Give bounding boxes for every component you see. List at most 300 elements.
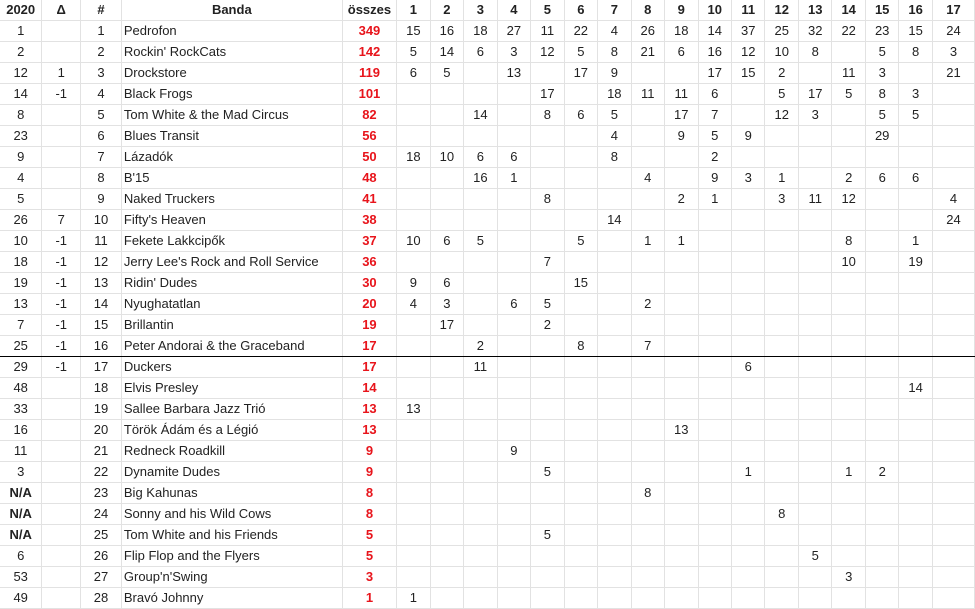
round-score-cell[interactable] [798, 483, 831, 504]
prev-year-rank-cell[interactable]: 6 [0, 546, 42, 567]
header-round[interactable]: 16 [899, 0, 932, 21]
round-score-cell[interactable]: 6 [732, 357, 765, 378]
round-score-cell[interactable] [798, 147, 831, 168]
band-name-cell[interactable]: Naked Truckers [121, 189, 342, 210]
round-score-cell[interactable] [798, 210, 831, 231]
delta-cell[interactable] [42, 420, 81, 441]
round-score-cell[interactable]: 21 [631, 42, 664, 63]
round-score-cell[interactable]: 14 [899, 378, 932, 399]
round-score-cell[interactable] [798, 567, 831, 588]
round-score-cell[interactable] [932, 231, 974, 252]
band-name-cell[interactable]: Blues Transit [121, 126, 342, 147]
round-score-cell[interactable] [631, 399, 664, 420]
round-score-cell[interactable] [798, 273, 831, 294]
header-round[interactable]: 17 [932, 0, 974, 21]
round-score-cell[interactable]: 3 [497, 42, 530, 63]
delta-cell[interactable] [42, 378, 81, 399]
round-score-cell[interactable]: 12 [832, 189, 865, 210]
round-score-cell[interactable] [732, 420, 765, 441]
round-score-cell[interactable] [430, 210, 463, 231]
prev-year-rank-cell[interactable]: 4 [0, 168, 42, 189]
header-prev-year[interactable]: 2020 [0, 0, 42, 21]
rank-cell[interactable]: 3 [81, 63, 122, 84]
round-score-cell[interactable]: 13 [665, 420, 698, 441]
delta-cell[interactable]: 1 [42, 63, 81, 84]
prev-year-rank-cell[interactable]: 5 [0, 189, 42, 210]
round-score-cell[interactable] [397, 210, 430, 231]
round-score-cell[interactable]: 8 [865, 84, 898, 105]
round-score-cell[interactable] [899, 525, 932, 546]
round-score-cell[interactable]: 3 [899, 84, 932, 105]
round-score-cell[interactable] [665, 357, 698, 378]
round-score-cell[interactable] [665, 588, 698, 609]
round-score-cell[interactable]: 5 [397, 42, 430, 63]
round-score-cell[interactable]: 16 [464, 168, 497, 189]
rank-cell[interactable]: 2 [81, 42, 122, 63]
rank-cell[interactable]: 21 [81, 441, 122, 462]
round-score-cell[interactable] [865, 189, 898, 210]
round-score-cell[interactable]: 17 [698, 63, 731, 84]
round-score-cell[interactable] [564, 357, 597, 378]
round-score-cell[interactable] [832, 441, 865, 462]
round-score-cell[interactable] [832, 420, 865, 441]
round-score-cell[interactable] [865, 252, 898, 273]
round-score-cell[interactable] [798, 315, 831, 336]
round-score-cell[interactable] [564, 252, 597, 273]
round-score-cell[interactable] [631, 441, 664, 462]
round-score-cell[interactable] [464, 588, 497, 609]
round-score-cell[interactable] [564, 378, 597, 399]
header-round[interactable]: 1 [397, 0, 430, 21]
total-cell[interactable]: 8 [342, 504, 396, 525]
round-score-cell[interactable] [832, 546, 865, 567]
round-score-cell[interactable] [598, 588, 631, 609]
round-score-cell[interactable]: 3 [932, 42, 974, 63]
round-score-cell[interactable] [430, 483, 463, 504]
prev-year-rank-cell[interactable]: 49 [0, 588, 42, 609]
round-score-cell[interactable] [430, 420, 463, 441]
band-name-cell[interactable]: Jerry Lee's Rock and Roll Service [121, 252, 342, 273]
round-score-cell[interactable] [798, 462, 831, 483]
round-score-cell[interactable]: 5 [698, 126, 731, 147]
round-score-cell[interactable] [564, 399, 597, 420]
rank-cell[interactable]: 25 [81, 525, 122, 546]
round-score-cell[interactable] [698, 420, 731, 441]
header-round[interactable]: 2 [430, 0, 463, 21]
prev-year-rank-cell[interactable]: 2 [0, 42, 42, 63]
delta-cell[interactable]: -1 [42, 84, 81, 105]
prev-year-rank-cell[interactable]: 7 [0, 315, 42, 336]
round-score-cell[interactable] [899, 504, 932, 525]
round-score-cell[interactable] [665, 294, 698, 315]
round-score-cell[interactable] [497, 567, 530, 588]
prev-year-rank-cell[interactable]: 29 [0, 357, 42, 378]
round-score-cell[interactable]: 6 [899, 168, 932, 189]
band-name-cell[interactable]: Black Frogs [121, 84, 342, 105]
round-score-cell[interactable] [932, 483, 974, 504]
round-score-cell[interactable] [397, 189, 430, 210]
round-score-cell[interactable] [397, 378, 430, 399]
band-name-cell[interactable]: Bravó Johnny [121, 588, 342, 609]
round-score-cell[interactable] [899, 441, 932, 462]
round-score-cell[interactable] [464, 399, 497, 420]
round-score-cell[interactable] [899, 315, 932, 336]
round-score-cell[interactable] [564, 546, 597, 567]
round-score-cell[interactable] [430, 378, 463, 399]
round-score-cell[interactable] [430, 168, 463, 189]
round-score-cell[interactable]: 10 [832, 252, 865, 273]
round-score-cell[interactable] [631, 378, 664, 399]
round-score-cell[interactable] [732, 273, 765, 294]
round-score-cell[interactable] [564, 147, 597, 168]
round-score-cell[interactable] [765, 462, 798, 483]
delta-cell[interactable] [42, 21, 81, 42]
band-name-cell[interactable]: Fekete Lakkcipők [121, 231, 342, 252]
delta-cell[interactable] [42, 189, 81, 210]
round-score-cell[interactable] [765, 399, 798, 420]
total-cell[interactable]: 17 [342, 357, 396, 378]
round-score-cell[interactable] [732, 588, 765, 609]
total-cell[interactable]: 36 [342, 252, 396, 273]
round-score-cell[interactable]: 4 [598, 126, 631, 147]
round-score-cell[interactable] [397, 525, 430, 546]
round-score-cell[interactable]: 11 [531, 21, 564, 42]
round-score-cell[interactable]: 10 [397, 231, 430, 252]
rank-cell[interactable]: 20 [81, 420, 122, 441]
rank-cell[interactable]: 19 [81, 399, 122, 420]
round-score-cell[interactable] [798, 294, 831, 315]
round-score-cell[interactable] [932, 84, 974, 105]
round-score-cell[interactable]: 9 [732, 126, 765, 147]
total-cell[interactable]: 50 [342, 147, 396, 168]
round-score-cell[interactable] [765, 441, 798, 462]
round-score-cell[interactable] [698, 378, 731, 399]
rank-cell[interactable]: 7 [81, 147, 122, 168]
round-score-cell[interactable] [765, 588, 798, 609]
round-score-cell[interactable] [932, 126, 974, 147]
round-score-cell[interactable]: 22 [832, 21, 865, 42]
round-score-cell[interactable]: 1 [899, 231, 932, 252]
round-score-cell[interactable] [598, 546, 631, 567]
delta-cell[interactable] [42, 42, 81, 63]
round-score-cell[interactable]: 5 [865, 105, 898, 126]
band-name-cell[interactable]: Group'n'Swing [121, 567, 342, 588]
header-round[interactable]: 8 [631, 0, 664, 21]
round-score-cell[interactable] [865, 294, 898, 315]
round-score-cell[interactable] [464, 315, 497, 336]
round-score-cell[interactable] [397, 420, 430, 441]
round-score-cell[interactable] [430, 357, 463, 378]
round-score-cell[interactable]: 8 [598, 42, 631, 63]
delta-cell[interactable]: 7 [42, 210, 81, 231]
total-cell[interactable]: 5 [342, 546, 396, 567]
rank-cell[interactable]: 11 [81, 231, 122, 252]
round-score-cell[interactable] [397, 567, 430, 588]
rank-cell[interactable]: 23 [81, 483, 122, 504]
round-score-cell[interactable] [865, 546, 898, 567]
round-score-cell[interactable]: 17 [564, 63, 597, 84]
round-score-cell[interactable]: 17 [531, 84, 564, 105]
round-score-cell[interactable]: 13 [497, 63, 530, 84]
round-score-cell[interactable]: 9 [598, 63, 631, 84]
round-score-cell[interactable] [765, 252, 798, 273]
header-round[interactable]: 14 [832, 0, 865, 21]
round-score-cell[interactable] [832, 315, 865, 336]
round-score-cell[interactable] [497, 189, 530, 210]
round-score-cell[interactable] [899, 420, 932, 441]
round-score-cell[interactable] [497, 378, 530, 399]
prev-year-rank-cell[interactable]: 9 [0, 147, 42, 168]
round-score-cell[interactable] [798, 378, 831, 399]
delta-cell[interactable] [42, 441, 81, 462]
round-score-cell[interactable] [698, 567, 731, 588]
round-score-cell[interactable] [732, 504, 765, 525]
rank-cell[interactable]: 28 [81, 588, 122, 609]
round-score-cell[interactable] [631, 147, 664, 168]
band-name-cell[interactable]: Big Kahunas [121, 483, 342, 504]
band-name-cell[interactable]: Peter Andorai & the Graceband [121, 336, 342, 357]
round-score-cell[interactable] [765, 420, 798, 441]
round-score-cell[interactable] [798, 63, 831, 84]
round-score-cell[interactable] [464, 546, 497, 567]
round-score-cell[interactable] [765, 315, 798, 336]
round-score-cell[interactable]: 2 [832, 168, 865, 189]
round-score-cell[interactable] [832, 294, 865, 315]
round-score-cell[interactable] [430, 504, 463, 525]
round-score-cell[interactable] [397, 546, 430, 567]
round-score-cell[interactable] [564, 189, 597, 210]
round-score-cell[interactable]: 1 [698, 189, 731, 210]
band-name-cell[interactable]: Sallee Barbara Jazz Trió [121, 399, 342, 420]
round-score-cell[interactable] [665, 462, 698, 483]
header-delta[interactable]: Δ [42, 0, 81, 21]
round-score-cell[interactable] [397, 105, 430, 126]
round-score-cell[interactable]: 3 [732, 168, 765, 189]
round-score-cell[interactable] [497, 357, 530, 378]
total-cell[interactable]: 1 [342, 588, 396, 609]
round-score-cell[interactable]: 11 [798, 189, 831, 210]
round-score-cell[interactable] [698, 441, 731, 462]
round-score-cell[interactable] [497, 231, 530, 252]
round-score-cell[interactable] [497, 105, 530, 126]
round-score-cell[interactable] [430, 252, 463, 273]
round-score-cell[interactable] [865, 420, 898, 441]
round-score-cell[interactable]: 10 [765, 42, 798, 63]
round-score-cell[interactable] [932, 273, 974, 294]
round-score-cell[interactable]: 21 [932, 63, 974, 84]
prev-year-rank-cell[interactable]: 14 [0, 84, 42, 105]
rank-cell[interactable]: 13 [81, 273, 122, 294]
round-score-cell[interactable] [798, 525, 831, 546]
prev-year-rank-cell[interactable]: 18 [0, 252, 42, 273]
round-score-cell[interactable] [564, 210, 597, 231]
round-score-cell[interactable]: 2 [698, 147, 731, 168]
round-score-cell[interactable] [598, 525, 631, 546]
delta-cell[interactable] [42, 126, 81, 147]
round-score-cell[interactable] [732, 252, 765, 273]
round-score-cell[interactable]: 13 [397, 399, 430, 420]
round-score-cell[interactable] [598, 315, 631, 336]
round-score-cell[interactable] [564, 126, 597, 147]
prev-year-rank-cell[interactable]: 23 [0, 126, 42, 147]
round-score-cell[interactable]: 3 [865, 63, 898, 84]
round-score-cell[interactable] [698, 336, 731, 357]
round-score-cell[interactable]: 12 [732, 42, 765, 63]
round-score-cell[interactable] [397, 336, 430, 357]
total-cell[interactable]: 19 [342, 315, 396, 336]
round-score-cell[interactable] [765, 483, 798, 504]
total-cell[interactable]: 17 [342, 336, 396, 357]
round-score-cell[interactable] [497, 462, 530, 483]
round-score-cell[interactable]: 5 [899, 105, 932, 126]
round-score-cell[interactable]: 6 [464, 147, 497, 168]
round-score-cell[interactable] [464, 483, 497, 504]
round-score-cell[interactable] [798, 399, 831, 420]
round-score-cell[interactable] [765, 210, 798, 231]
band-name-cell[interactable]: Fifty's Heaven [121, 210, 342, 231]
round-score-cell[interactable] [464, 84, 497, 105]
round-score-cell[interactable] [430, 336, 463, 357]
round-score-cell[interactable] [531, 357, 564, 378]
header-round[interactable]: 13 [798, 0, 831, 21]
round-score-cell[interactable] [665, 315, 698, 336]
round-score-cell[interactable]: 5 [832, 84, 865, 105]
delta-cell[interactable]: -1 [42, 357, 81, 378]
round-score-cell[interactable] [598, 273, 631, 294]
round-score-cell[interactable] [430, 462, 463, 483]
round-score-cell[interactable] [732, 525, 765, 546]
round-score-cell[interactable] [832, 336, 865, 357]
round-score-cell[interactable] [665, 147, 698, 168]
round-score-cell[interactable] [564, 525, 597, 546]
round-score-cell[interactable] [899, 357, 932, 378]
round-score-cell[interactable] [598, 378, 631, 399]
round-score-cell[interactable] [665, 504, 698, 525]
round-score-cell[interactable] [531, 567, 564, 588]
round-score-cell[interactable] [598, 252, 631, 273]
round-score-cell[interactable]: 17 [430, 315, 463, 336]
round-score-cell[interactable]: 12 [765, 105, 798, 126]
round-score-cell[interactable]: 9 [665, 126, 698, 147]
round-score-cell[interactable]: 2 [765, 63, 798, 84]
round-score-cell[interactable]: 5 [564, 231, 597, 252]
round-score-cell[interactable]: 18 [598, 84, 631, 105]
round-score-cell[interactable] [732, 315, 765, 336]
total-cell[interactable]: 30 [342, 273, 396, 294]
delta-cell[interactable]: -1 [42, 252, 81, 273]
round-score-cell[interactable] [865, 273, 898, 294]
round-score-cell[interactable] [665, 567, 698, 588]
round-score-cell[interactable] [497, 546, 530, 567]
delta-cell[interactable] [42, 399, 81, 420]
round-score-cell[interactable] [732, 546, 765, 567]
round-score-cell[interactable]: 37 [732, 21, 765, 42]
round-score-cell[interactable] [665, 525, 698, 546]
round-score-cell[interactable] [899, 189, 932, 210]
round-score-cell[interactable]: 3 [832, 567, 865, 588]
round-score-cell[interactable] [497, 84, 530, 105]
round-score-cell[interactable] [765, 336, 798, 357]
round-score-cell[interactable] [865, 504, 898, 525]
round-score-cell[interactable] [899, 63, 932, 84]
round-score-cell[interactable] [698, 357, 731, 378]
round-score-cell[interactable]: 7 [631, 336, 664, 357]
round-score-cell[interactable] [464, 63, 497, 84]
round-score-cell[interactable] [598, 189, 631, 210]
round-score-cell[interactable] [598, 357, 631, 378]
prev-year-rank-cell[interactable]: 26 [0, 210, 42, 231]
round-score-cell[interactable] [932, 294, 974, 315]
round-score-cell[interactable]: 6 [665, 42, 698, 63]
round-score-cell[interactable] [430, 567, 463, 588]
round-score-cell[interactable] [631, 567, 664, 588]
round-score-cell[interactable]: 11 [832, 63, 865, 84]
round-score-cell[interactable] [932, 546, 974, 567]
round-score-cell[interactable] [665, 336, 698, 357]
round-score-cell[interactable] [464, 378, 497, 399]
round-score-cell[interactable]: 1 [497, 168, 530, 189]
round-score-cell[interactable] [430, 546, 463, 567]
round-score-cell[interactable] [665, 441, 698, 462]
round-score-cell[interactable] [798, 168, 831, 189]
round-score-cell[interactable] [732, 294, 765, 315]
round-score-cell[interactable] [397, 126, 430, 147]
round-score-cell[interactable]: 6 [464, 42, 497, 63]
round-score-cell[interactable]: 11 [631, 84, 664, 105]
round-score-cell[interactable] [798, 420, 831, 441]
round-score-cell[interactable] [732, 210, 765, 231]
round-score-cell[interactable] [564, 84, 597, 105]
round-score-cell[interactable]: 11 [464, 357, 497, 378]
round-score-cell[interactable] [531, 420, 564, 441]
rank-cell[interactable]: 16 [81, 336, 122, 357]
round-score-cell[interactable] [899, 588, 932, 609]
round-score-cell[interactable] [631, 357, 664, 378]
round-score-cell[interactable] [732, 441, 765, 462]
round-score-cell[interactable] [430, 588, 463, 609]
round-score-cell[interactable] [531, 273, 564, 294]
round-score-cell[interactable] [932, 336, 974, 357]
round-score-cell[interactable] [531, 231, 564, 252]
round-score-cell[interactable]: 1 [732, 462, 765, 483]
band-name-cell[interactable]: Brillantin [121, 315, 342, 336]
round-score-cell[interactable] [598, 504, 631, 525]
band-name-cell[interactable]: Tom White and his Friends [121, 525, 342, 546]
round-score-cell[interactable] [464, 525, 497, 546]
round-score-cell[interactable] [397, 168, 430, 189]
round-score-cell[interactable] [832, 147, 865, 168]
round-score-cell[interactable] [798, 231, 831, 252]
round-score-cell[interactable] [932, 252, 974, 273]
round-score-cell[interactable] [397, 462, 430, 483]
round-score-cell[interactable] [932, 315, 974, 336]
round-score-cell[interactable]: 5 [531, 462, 564, 483]
round-score-cell[interactable] [631, 420, 664, 441]
round-score-cell[interactable]: 15 [564, 273, 597, 294]
total-cell[interactable]: 13 [342, 420, 396, 441]
round-score-cell[interactable]: 29 [865, 126, 898, 147]
round-score-cell[interactable]: 8 [765, 504, 798, 525]
round-score-cell[interactable] [598, 483, 631, 504]
prev-year-rank-cell[interactable]: 19 [0, 273, 42, 294]
delta-cell[interactable] [42, 168, 81, 189]
round-score-cell[interactable] [698, 252, 731, 273]
round-score-cell[interactable] [531, 378, 564, 399]
prev-year-rank-cell[interactable]: 48 [0, 378, 42, 399]
round-score-cell[interactable] [932, 588, 974, 609]
round-score-cell[interactable] [464, 294, 497, 315]
round-score-cell[interactable] [564, 504, 597, 525]
